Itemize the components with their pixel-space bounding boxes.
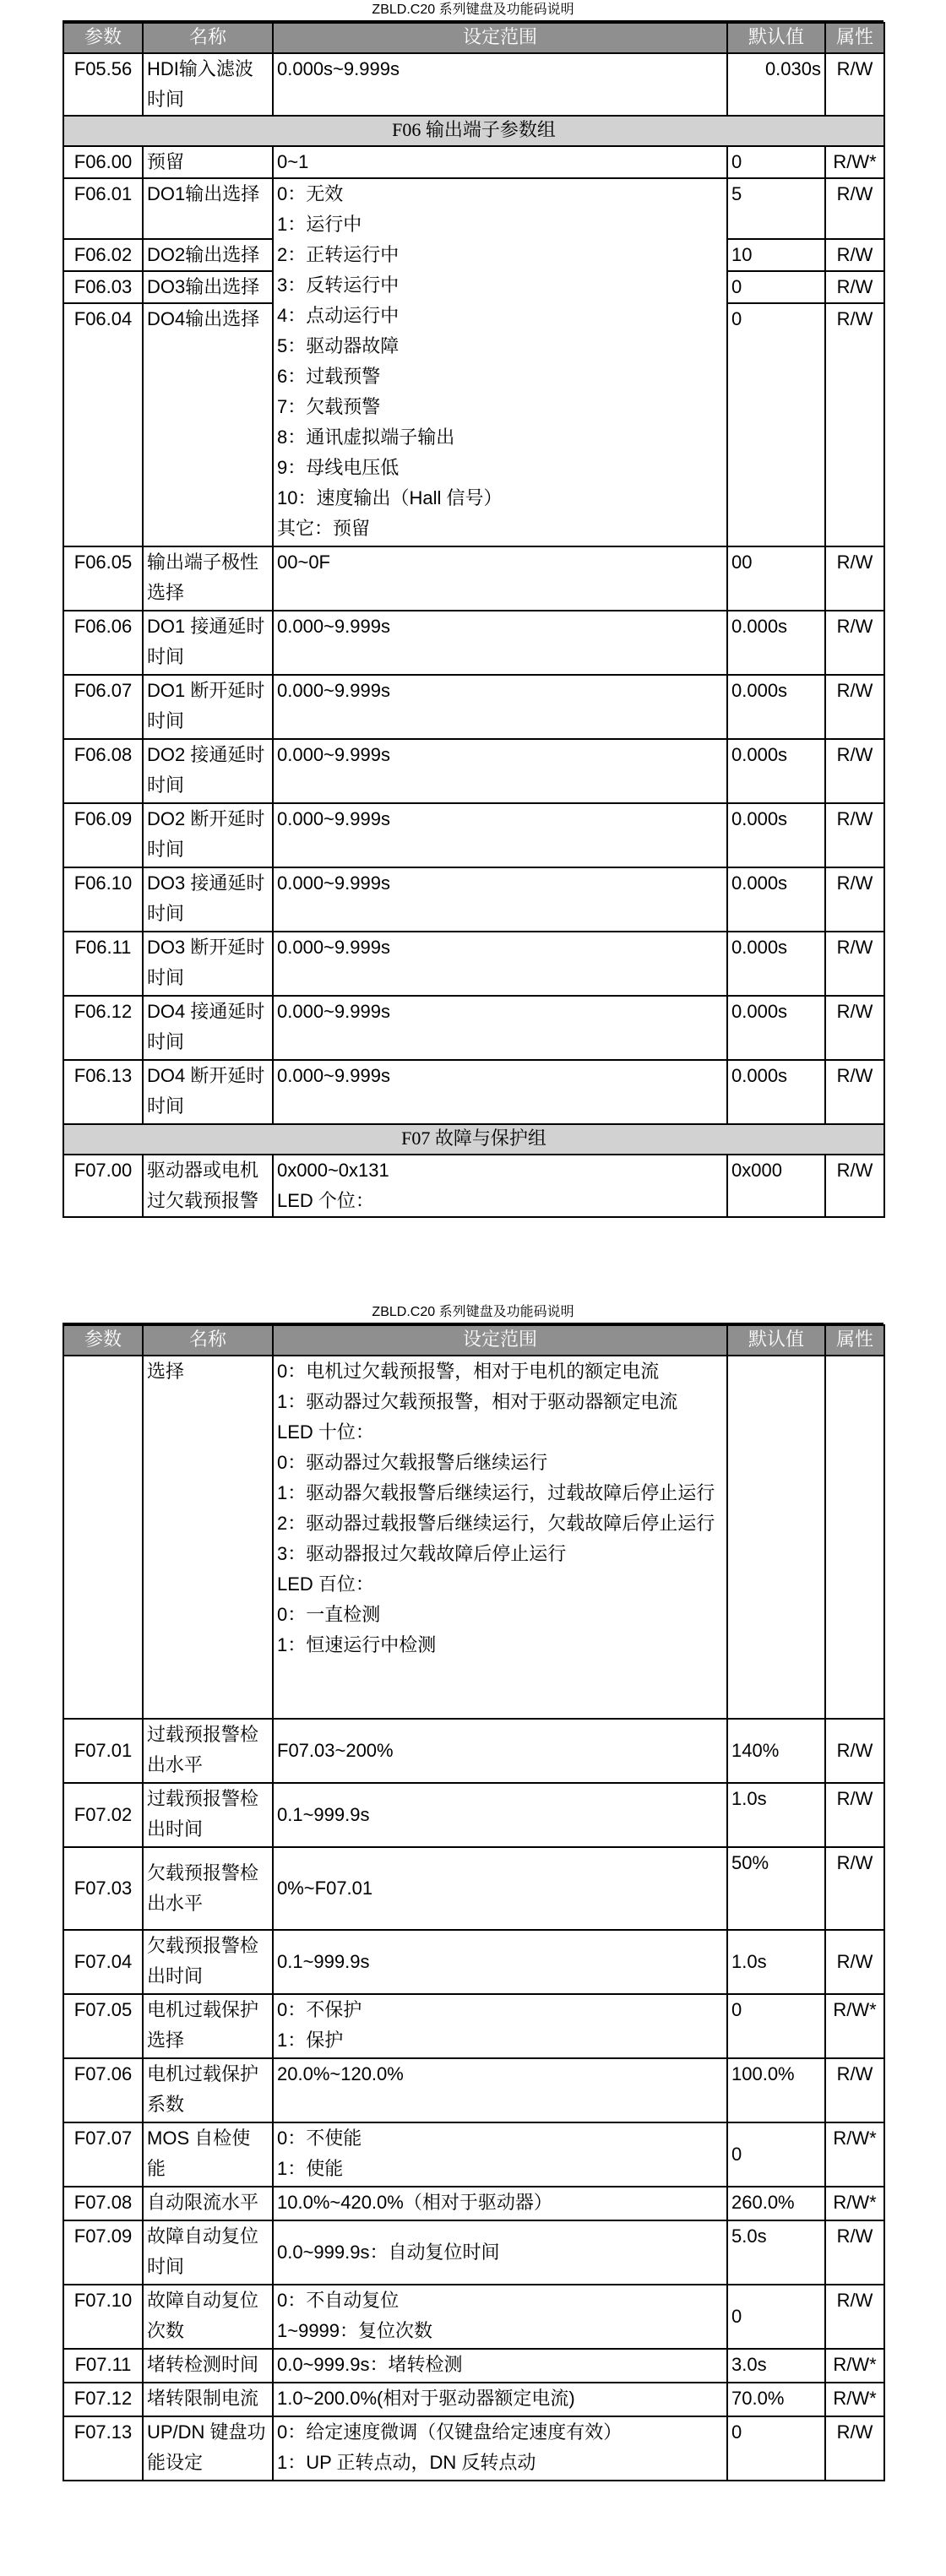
- option-item: 2：正转运行中: [277, 244, 400, 265]
- param-range: 0.000~9.999s: [273, 867, 727, 932]
- param-default: 50%: [727, 1847, 825, 1930]
- param-code: F07.00: [63, 1155, 143, 1217]
- param-attr: R/W: [825, 867, 884, 932]
- param-code: F07.05: [63, 1994, 143, 2058]
- param-attr: R/W: [825, 1155, 884, 1217]
- param-code: F07.09: [63, 2220, 143, 2285]
- param-default: 0.000s: [727, 675, 825, 739]
- param-attr: R/W*: [825, 2187, 884, 2220]
- param-default: 0: [727, 2416, 825, 2481]
- param-range: 0：给定速度微调（仅键盘给定速度有效） 1：UP 正转点动，DN 反转点动: [273, 2416, 727, 2481]
- param-code: F06.10: [63, 867, 143, 932]
- param-attr: R/W*: [825, 2383, 884, 2416]
- param-name: HDI输入滤波时间: [143, 53, 273, 116]
- col-header-code: 参数: [63, 23, 143, 53]
- param-name: DO4 接通延时时间: [143, 996, 273, 1060]
- param-code: F07.12: [63, 2383, 143, 2416]
- param-name: MOS 自检使能: [143, 2122, 273, 2187]
- param-code: F07.11: [63, 2349, 143, 2383]
- param-name: 电机过载保护系数: [143, 2058, 273, 2122]
- param-code: F07.10: [63, 2285, 143, 2349]
- param-code: F07.04: [63, 1930, 143, 1994]
- param-code: F06.05: [63, 546, 143, 611]
- param-name: DO2输出选择: [143, 239, 273, 271]
- page-header: ZBLD.C20 系列键盘及功能码说明: [63, 0, 883, 22]
- param-attr: R/W: [825, 675, 884, 739]
- param-default: 70.0%: [727, 2383, 825, 2416]
- param-name: 堵转检测时间: [143, 2349, 273, 2383]
- param-default: 0x000: [727, 1155, 825, 1217]
- table-row: [63, 867, 884, 932]
- col-header-range: 设定范围: [273, 1325, 727, 1356]
- document-page-2: [63, 1302, 883, 2481]
- option-item: 7：欠载预警: [277, 396, 381, 417]
- param-range-options: [273, 178, 727, 546]
- param-name: 过载预报警检出水平: [143, 1719, 273, 1783]
- param-code: F06.08: [63, 739, 143, 803]
- table-header-row: [63, 23, 884, 53]
- param-attr: R/W*: [825, 2122, 884, 2187]
- param-attr: R/W: [825, 1930, 884, 1994]
- param-code: F06.13: [63, 1060, 143, 1124]
- param-default: 0: [727, 303, 825, 546]
- param-attr: R/W: [825, 178, 884, 239]
- option-item: 3：反转运行中: [277, 274, 400, 296]
- param-default: 0: [727, 271, 825, 303]
- param-default: 3.0s: [727, 2349, 825, 2383]
- table-row: [63, 2285, 884, 2349]
- param-code: F06.07: [63, 675, 143, 739]
- param-name: 驱动器或电机过欠载预报警: [143, 1155, 273, 1217]
- param-range: 0x000~0x131 LED 个位：: [273, 1155, 727, 1217]
- col-header-name: 名称: [143, 23, 273, 53]
- option-item: 8：通讯虚拟端子输出: [277, 427, 455, 448]
- param-default: 0: [727, 2122, 825, 2187]
- param-range: 1.0~200.0%(相对于驱动器额定电流): [273, 2383, 727, 2416]
- param-code: F06.03: [63, 271, 143, 303]
- param-range: 0.0~999.9s：堵转检测: [273, 2349, 727, 2383]
- param-range: 0.1~999.9s: [273, 1783, 727, 1847]
- param-default: 1.0s: [727, 1783, 825, 1847]
- param-name: UP/DN 键盘功能设定: [143, 2416, 273, 2481]
- table-row: [63, 1060, 884, 1124]
- param-range: 0.1~999.9s: [273, 1930, 727, 1994]
- param-code: F06.02: [63, 239, 143, 271]
- table-header-row: [63, 1325, 884, 1356]
- param-attr: R/W: [825, 996, 884, 1060]
- parameter-table: [63, 22, 885, 1218]
- param-default: 0: [727, 1994, 825, 2058]
- param-default: 0.000s: [727, 611, 825, 675]
- table-row: [63, 2383, 884, 2416]
- param-default: 5.0s: [727, 2220, 825, 2285]
- param-default: 0.000s: [727, 932, 825, 996]
- param-code: F05.56: [63, 53, 143, 116]
- table-row: [63, 739, 884, 803]
- param-attr: R/W: [825, 1060, 884, 1124]
- col-header-attr: 属性: [825, 1325, 884, 1356]
- param-default: 0: [727, 146, 825, 178]
- param-default: 0.000s: [727, 739, 825, 803]
- col-header-default: 默认值: [727, 23, 825, 53]
- table-row: [63, 1155, 884, 1217]
- param-code: F07.08: [63, 2187, 143, 2220]
- table-row: [63, 803, 884, 867]
- param-attr: R/W: [825, 1783, 884, 1847]
- param-default: 5: [727, 178, 825, 239]
- col-header-range: 设定范围: [273, 23, 727, 53]
- param-code: F06.04: [63, 303, 143, 546]
- param-attr: R/W: [825, 739, 884, 803]
- param-name: DO1输出选择: [143, 178, 273, 239]
- param-default: 0.030s: [727, 53, 825, 116]
- param-name: 欠载预报警检出时间: [143, 1930, 273, 1994]
- param-code: F07.01: [63, 1719, 143, 1783]
- param-code: F07.06: [63, 2058, 143, 2122]
- param-range: 0~1: [273, 146, 727, 178]
- param-attr: R/W: [825, 303, 884, 546]
- param-code: F06.00: [63, 146, 143, 178]
- param-range: 0：不自动复位 1~9999：复位次数: [273, 2285, 727, 2349]
- param-name: 选择: [143, 1356, 273, 1719]
- param-name: 过载预报警检出时间: [143, 1783, 273, 1847]
- param-attr: R/W: [825, 2416, 884, 2481]
- param-attr: R/W: [825, 2058, 884, 2122]
- param-name: 自动限流水平: [143, 2187, 273, 2220]
- param-default: 0: [727, 2285, 825, 2349]
- col-header-attr: 属性: [825, 23, 884, 53]
- param-name: 电机过载保护选择: [143, 1994, 273, 2058]
- option-item: 9：母线电压低: [277, 457, 400, 478]
- param-range: 0：不使能 1：使能: [273, 2122, 727, 2187]
- table-row: [63, 1930, 884, 1994]
- table-row: [63, 546, 884, 611]
- param-attr: R/W: [825, 932, 884, 996]
- param-name: DO3 接通延时时间: [143, 867, 273, 932]
- param-name: 输出端子极性选择: [143, 546, 273, 611]
- param-name: 故障自动复位次数: [143, 2285, 273, 2349]
- param-attr: R/W*: [825, 2349, 884, 2383]
- param-range: 20.0%~120.0%: [273, 2058, 727, 2122]
- table-row: [63, 1719, 884, 1783]
- option-item: 0：无效: [277, 183, 344, 204]
- param-range: 0.000~9.999s: [273, 1060, 727, 1124]
- option-item: 6：过载预警: [277, 366, 381, 387]
- param-default: 0.000s: [727, 803, 825, 867]
- table-row: [63, 146, 884, 178]
- table-row: [63, 675, 884, 739]
- col-header-name: 名称: [143, 1325, 273, 1356]
- param-attr: R/W*: [825, 1994, 884, 2058]
- table-row: [63, 932, 884, 996]
- param-name: DO4 断开延时时间: [143, 1060, 273, 1124]
- param-name: 故障自动复位时间: [143, 2220, 273, 2285]
- param-attr: R/W*: [825, 146, 884, 178]
- option-item: 10：速度输出（Hall 信号）: [277, 487, 503, 508]
- group-title: F06 输出端子参数组: [63, 116, 884, 146]
- table-row: [63, 2220, 884, 2285]
- param-attr: R/W: [825, 1719, 884, 1783]
- param-attr: R/W: [825, 239, 884, 271]
- param-range: 10.0%~420.0%（相对于驱动器）: [273, 2187, 727, 2220]
- param-range: F07.03~200%: [273, 1719, 727, 1783]
- table-row: [63, 2122, 884, 2187]
- param-default: 260.0%: [727, 2187, 825, 2220]
- param-range: 0%~F07.01: [273, 1847, 727, 1930]
- param-name: 堵转限制电流: [143, 2383, 273, 2416]
- param-name: 预留: [143, 146, 273, 178]
- param-default: 10: [727, 239, 825, 271]
- param-code: F06.06: [63, 611, 143, 675]
- group-title: F07 故障与保护组: [63, 1124, 884, 1155]
- param-range: 0.000~9.999s: [273, 996, 727, 1060]
- param-name: DO4输出选择: [143, 303, 273, 546]
- param-attr: R/W: [825, 53, 884, 116]
- table-row: [63, 53, 884, 116]
- param-code: F06.12: [63, 996, 143, 1060]
- param-attr: R/W: [825, 271, 884, 303]
- parameter-table: [63, 1324, 885, 2481]
- param-default: 0.000s: [727, 1060, 825, 1124]
- param-name: DO2 接通延时时间: [143, 739, 273, 803]
- param-code: F07.03: [63, 1847, 143, 1930]
- table-row: [63, 2058, 884, 2122]
- param-code: F07.02: [63, 1783, 143, 1847]
- group-row: [63, 1124, 884, 1155]
- param-default: 0.000s: [727, 996, 825, 1060]
- table-row: [63, 996, 884, 1060]
- param-range: 0.000~9.999s: [273, 803, 727, 867]
- table-row: [63, 2416, 884, 2481]
- param-attr: R/W: [825, 803, 884, 867]
- page-header: ZBLD.C20 系列键盘及功能码说明: [63, 1302, 883, 1324]
- table-row: [63, 611, 884, 675]
- param-code: F06.01: [63, 178, 143, 239]
- param-attr: R/W: [825, 546, 884, 611]
- option-item: 1：运行中: [277, 214, 362, 235]
- param-name: DO2 断开延时时间: [143, 803, 273, 867]
- param-range: 0.000~9.999s: [273, 611, 727, 675]
- param-range: 0.000~9.999s: [273, 675, 727, 739]
- option-item: 5：驱动器故障: [277, 335, 400, 356]
- table-row: [63, 1994, 884, 2058]
- option-item: 其它：预留: [277, 518, 371, 539]
- table-row: [63, 1356, 884, 1719]
- param-name: DO1 断开延时时间: [143, 675, 273, 739]
- param-range: 0：电机过欠载预报警，相对于电机的额定电流 1：驱动器过欠载预报警，相对于驱动器额定电流 LED 十位： 0：驱动器过欠载报警后继续运行 1：驱动器欠载报警后继续运行，过载故障后停止运行 2：驱动器过载报警后继续运行，欠载故障后停止运行 3：驱动器报过欠载故障后停止运行 LED 百位： 0：一直检测 1：恒速运行中检测: [273, 1356, 727, 1719]
- table-row: [63, 2187, 884, 2220]
- param-default: 00: [727, 546, 825, 611]
- table-row: [63, 2349, 884, 2383]
- param-range: 0：不保护 1：保护: [273, 1994, 727, 2058]
- document-page-1: [63, 0, 883, 1218]
- param-attr: R/W: [825, 2220, 884, 2285]
- param-default: 100.0%: [727, 2058, 825, 2122]
- table-row: [63, 178, 884, 239]
- group-row: [63, 116, 884, 146]
- param-range: 0.0~999.9s：自动复位时间: [273, 2220, 727, 2285]
- param-code: F06.11: [63, 932, 143, 996]
- param-default: 140%: [727, 1719, 825, 1783]
- param-code: F07.07: [63, 2122, 143, 2187]
- param-code: F06.09: [63, 803, 143, 867]
- param-name: DO3 断开延时时间: [143, 932, 273, 996]
- param-range: 00~0F: [273, 546, 727, 611]
- param-attr: R/W: [825, 2285, 884, 2349]
- col-header-code: 参数: [63, 1325, 143, 1356]
- param-range: 0.000~9.999s: [273, 739, 727, 803]
- param-range: 0.000~9.999s: [273, 932, 727, 996]
- param-default: 0.000s: [727, 867, 825, 932]
- col-header-default: 默认值: [727, 1325, 825, 1356]
- param-code: F07.13: [63, 2416, 143, 2481]
- param-name: DO1 接通延时时间: [143, 611, 273, 675]
- param-attr: R/W: [825, 1847, 884, 1930]
- param-name: DO3输出选择: [143, 271, 273, 303]
- table-row: [63, 1783, 884, 1847]
- param-name: 欠载预报警检出水平: [143, 1847, 273, 1930]
- table-row: [63, 1847, 884, 1930]
- param-default: 1.0s: [727, 1930, 825, 1994]
- param-range: 0.000s~9.999s: [273, 53, 727, 116]
- option-item: 4：点动运行中: [277, 305, 400, 326]
- param-attr: R/W: [825, 611, 884, 675]
